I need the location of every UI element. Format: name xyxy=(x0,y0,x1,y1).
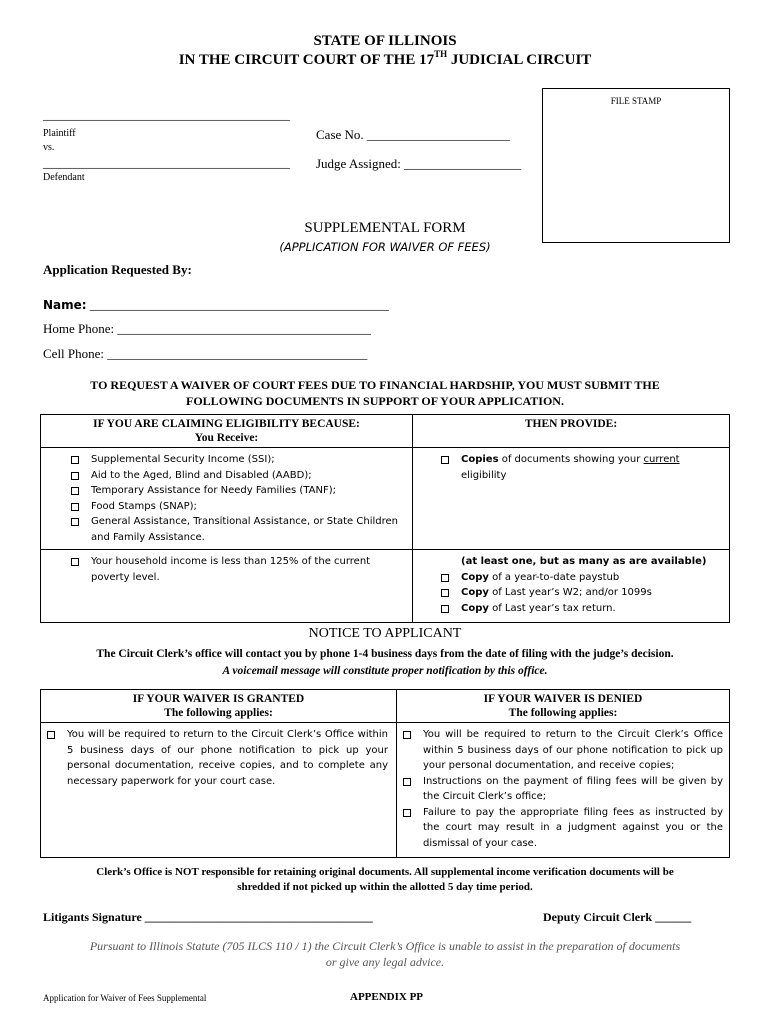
checkbox[interactable] xyxy=(403,778,411,786)
income-docs-cell xyxy=(413,550,730,623)
form-title: SUPPLEMENTAL FORM xyxy=(304,220,466,236)
clerk-note-line1: Clerk’s Office is NOT responsible for retaining original documents. All supplemental income verification documents will be xyxy=(96,866,674,878)
home-phone-field[interactable]: Home Phone: _______________________________________ xyxy=(43,321,371,336)
benefit-label: General Assistance, Transitional Assistance, or State Children and Family Assistance. xyxy=(91,516,398,543)
clerk-note-line2: shredded if not picked up within the allotted 5 day time period. xyxy=(237,881,533,893)
name-blank[interactable]: ______________________________________________ xyxy=(86,297,389,312)
name-label: Name: xyxy=(43,298,87,312)
footer-appendix: APPENDIX PP xyxy=(350,991,424,1003)
litigant-signature-field[interactable]: Litigants Signature ______________________________________ xyxy=(43,910,373,924)
file-stamp-label: FILE STAMP xyxy=(610,96,662,106)
circuit-title-sup: TH xyxy=(434,49,448,59)
vs-label: vs. xyxy=(43,142,55,153)
copies-bold: Copies xyxy=(461,454,499,465)
defendant-label: Defendant xyxy=(43,172,85,183)
tax-return-item[interactable] xyxy=(439,601,723,617)
checkbox[interactable] xyxy=(441,456,449,464)
application-requested-by: Application Requested By: xyxy=(43,262,192,277)
court-state-title: STATE OF ILLINOIS xyxy=(313,33,457,49)
checkbox[interactable] xyxy=(71,558,79,566)
eligibility-header-line2: You Receive: xyxy=(194,432,259,444)
denied-text: Instructions on the payment of filing fees will be given by the Circuit Clerk’s office; xyxy=(423,775,723,802)
eligibility-header xyxy=(41,415,413,448)
instruction-line1: TO REQUEST A WAIVER OF COURT FEES DUE TO FINANCIAL HARDSHIP, YOU MUST SUBMIT THE xyxy=(90,378,660,392)
denied-text: You will be required to return to the Circuit Clerk’s Office within 5 business days of our phone notification to pick up your personal documentation, and receive copies; xyxy=(423,729,723,771)
benefit-label: Temporary Assistance for Needy Families (TANF); xyxy=(91,485,336,496)
income-item[interactable] xyxy=(69,554,406,585)
defendant-blank[interactable]: ______________________________________ xyxy=(43,155,290,170)
copies-text: of documents showing your xyxy=(498,454,644,465)
granted-header-line2: The following applies: xyxy=(164,707,273,719)
income-label: Your household income is less than 125% of the current poverty level. xyxy=(91,556,371,583)
copy-bold: Copy xyxy=(461,602,489,614)
granted-cell xyxy=(41,723,397,858)
circuit-title-text: IN THE CIRCUIT COURT OF THE 17 xyxy=(178,52,435,68)
checkbox[interactable] xyxy=(441,589,449,597)
checkbox[interactable] xyxy=(47,731,55,739)
denied-item[interactable] xyxy=(401,774,723,805)
footer-form-name: Application for Waiver of Fees Supplemental xyxy=(43,993,207,1003)
form-subtitle: (APPLICATION FOR WAIVER OF FEES) xyxy=(279,240,491,254)
checkbox[interactable] xyxy=(441,574,449,582)
notice-line1: The Circuit Clerk’s office will contact you by phone 1-4 business days from the date of filing with the judge’s decision. xyxy=(96,648,674,660)
checkbox[interactable] xyxy=(71,472,79,480)
statute-line2: or give any legal advice. xyxy=(325,955,445,969)
benefit-label: Food Stamps (SNAP); xyxy=(91,500,197,512)
checkbox[interactable] xyxy=(71,487,79,495)
benefits-cell xyxy=(41,448,413,550)
at-least-one-note: (at least one, but as many as are available) xyxy=(461,556,707,567)
denied-header-line1: IF YOUR WAIVER IS DENIED xyxy=(483,693,643,705)
benefit-label: Supplemental Security Income (SSI); xyxy=(91,454,275,465)
denied-text: Failure to pay the appropriate filing fees as instructed by the court may result in a judgment against you or the dismissal of your case. xyxy=(423,806,723,849)
copy-text: of Last year’s W2; and/or 1099s xyxy=(488,587,652,598)
notice-title: NOTICE TO APPLICANT xyxy=(308,626,462,641)
denied-cell xyxy=(397,723,730,858)
benefit-item[interactable] xyxy=(69,499,406,515)
denied-header xyxy=(397,690,730,723)
checkbox[interactable] xyxy=(71,518,79,526)
granted-item[interactable] xyxy=(45,727,388,789)
checkbox[interactable] xyxy=(441,605,449,613)
denied-item[interactable] xyxy=(401,805,723,852)
benefit-label: Aid to the Aged, Blind and Disabled (AABD); xyxy=(91,469,312,481)
copy-bold: Copy xyxy=(461,571,489,583)
paystub-item[interactable] xyxy=(439,570,723,586)
copy-text: of a year-to-date paystub xyxy=(488,571,620,583)
copies-end: eligibility xyxy=(461,469,507,481)
notice-line2: A voicemail message will constitute proper notification by this office. xyxy=(222,665,548,677)
benefit-item[interactable] xyxy=(69,468,406,484)
benefit-item[interactable] xyxy=(69,452,406,468)
statute-line1: Pursuant to Illinois Statute (705 ILCS 110 / 1) the Circuit Clerk’s Office is unable to assist in the preparation of documents xyxy=(89,939,681,953)
eligibility-header-line1: IF YOU ARE CLAIMING ELIGIBILITY BECAUSE: xyxy=(93,418,360,430)
deputy-clerk-field[interactable]: Deputy Circuit Clerk ______ xyxy=(543,910,692,924)
copy-bold: Copy xyxy=(461,587,489,598)
checkbox[interactable] xyxy=(71,456,79,464)
waiver-table xyxy=(40,689,730,858)
plaintiff-blank[interactable]: ______________________________________ xyxy=(43,107,290,122)
granted-header xyxy=(41,690,397,723)
instruction-line2: FOLLOWING DOCUMENTS IN SUPPORT OF YOUR APPLICATION. xyxy=(186,394,564,408)
benefit-item[interactable] xyxy=(69,483,406,499)
denied-header-line2: The following applies: xyxy=(508,707,618,719)
eligibility-table xyxy=(40,414,730,623)
plaintiff-label: Plaintiff xyxy=(43,128,76,139)
cell-phone-field[interactable]: Cell Phone: ________________________________________ xyxy=(43,346,368,361)
benefit-item[interactable] xyxy=(69,514,406,545)
income-cell xyxy=(41,550,413,623)
provide-copies-cell xyxy=(413,448,730,550)
w2-item[interactable] xyxy=(439,585,723,601)
copies-current: current xyxy=(643,454,680,465)
copy-text: of Last year’s tax return. xyxy=(488,602,616,614)
name-field[interactable] xyxy=(43,297,389,313)
provide-copies-item[interactable] xyxy=(439,452,723,483)
case-number-field[interactable]: Case No. ______________________ xyxy=(316,127,510,142)
checkbox[interactable] xyxy=(71,503,79,511)
circuit-title-end: JUDICIAL CIRCUIT xyxy=(447,52,592,68)
denied-item[interactable] xyxy=(401,727,723,774)
judge-assigned-field[interactable]: Judge Assigned: __________________ xyxy=(316,156,522,171)
then-provide-header: THEN PROVIDE: xyxy=(413,415,730,448)
checkbox[interactable] xyxy=(403,809,411,817)
checkbox[interactable] xyxy=(403,731,411,739)
granted-text: You will be required to return to the Circuit Clerk’s Office within 5 business days of our phone notification to pick up your personal documentation, receive copies, and to complete any necessary paperwork for your court case. xyxy=(67,729,388,787)
court-circuit-title xyxy=(0,49,770,69)
granted-header-line1: IF YOUR WAIVER IS GRANTED xyxy=(132,693,305,705)
